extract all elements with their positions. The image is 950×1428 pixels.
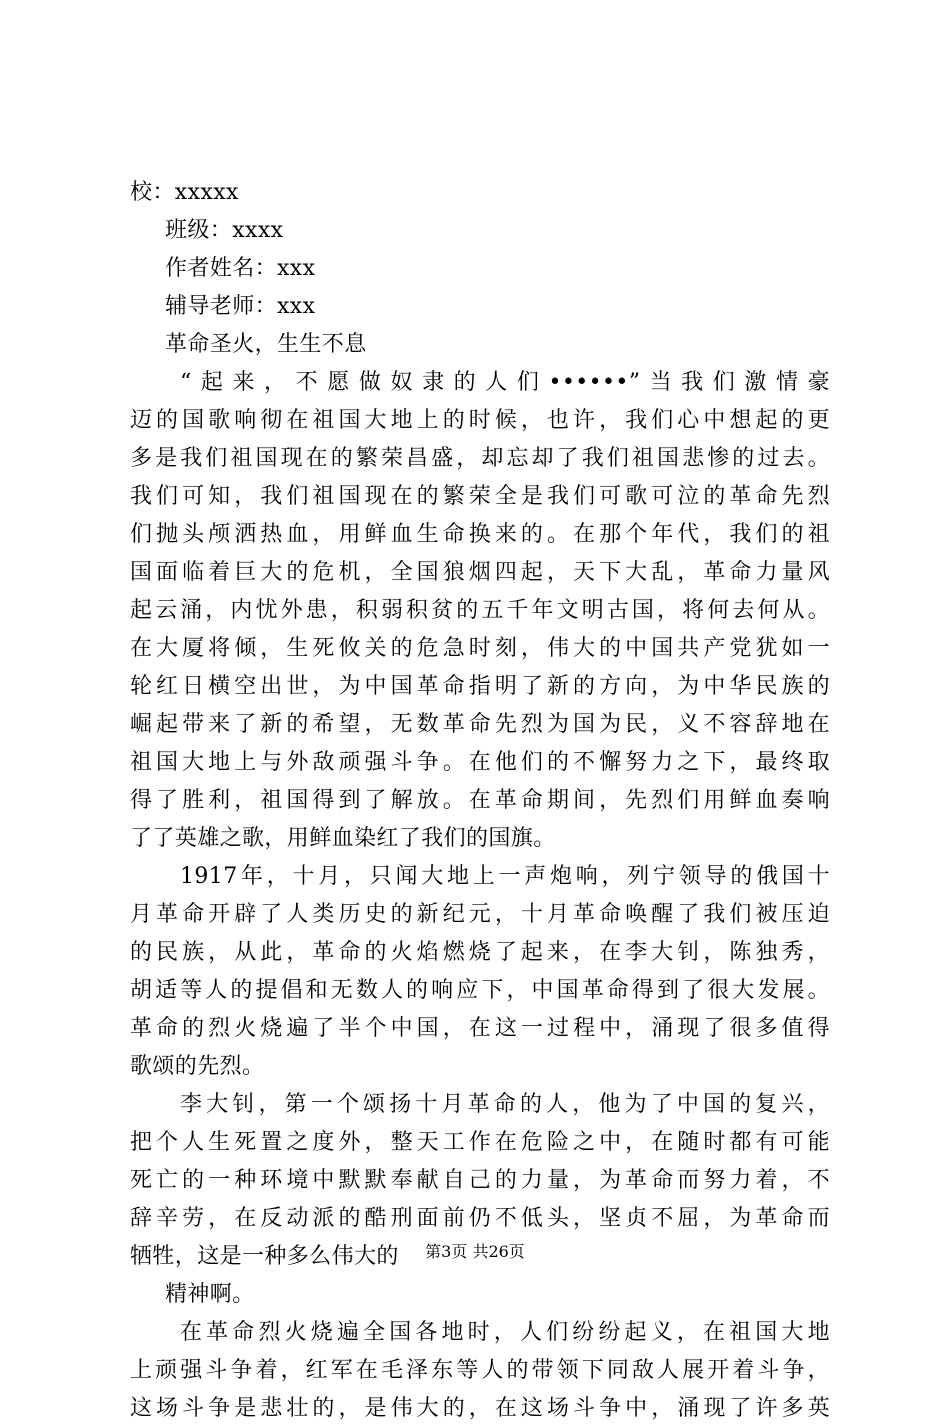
paragraph-line: 歌颂的先烈。: [130, 1054, 265, 1079]
essay-title: 革命圣火，生生不息: [165, 332, 367, 357]
paragraph-line: 死亡的一种环境中默默奉献自己的力量，为革命而努力着，不: [130, 1168, 830, 1193]
paragraph-line: 了了英雄之歌，用鲜血染红了我们的国旗。: [130, 826, 556, 851]
paragraph-line: 把个人生死置之度外，整天工作在危险之中，在随时都有可能: [130, 1130, 830, 1155]
paragraph-line: 我们可知，我们祖国现在的繁荣全是我们可歌可泣的革命先烈: [130, 484, 830, 509]
paragraph-line: 的民族，从此，革命的火焰燃烧了起来，在李大钊，陈独秀，: [130, 940, 830, 965]
author-line: 作者姓名：xxx: [165, 256, 316, 281]
teacher-line: 辅导老师：xxx: [165, 294, 316, 319]
paragraph-line: 崛起带来了新的希望，无数革命先烈为国为民，义不容辞地在: [130, 712, 830, 737]
paragraph-line: 牺牲，这是一种多么伟大的: [130, 1244, 399, 1269]
school-line: 校：xxxxx: [130, 180, 239, 205]
paragraph-line: “起来，不愿做奴隶的人们••••••”当我们激情豪: [180, 370, 830, 395]
paragraph-line: 上顽强斗争着，红军在毛泽东等人的带领下同敌人展开着斗争，: [130, 1358, 830, 1383]
paragraph-line: 起云涌，内忧外患，积弱积贫的五千年文明古国，将何去何从。: [130, 598, 830, 623]
paragraph-line: 在革命烈火烧遍全国各地时，人们纷纷起义，在祖国大地: [180, 1320, 830, 1345]
paragraph-line: 祖国大地上与外敌顽强斗争。在他们的不懈努力之下，最终取: [130, 750, 830, 775]
paragraph-line: 精神啊。: [165, 1282, 255, 1307]
class-line: 班级：xxxx: [165, 218, 284, 243]
paragraph-line: 这场斗争是悲壮的，是伟大的，在这场斗争中，涌现了许多英: [130, 1396, 830, 1421]
paragraph-line: 多是我们祖国现在的繁荣昌盛，却忘却了我们祖国悲惨的过去。: [130, 446, 830, 471]
paragraph-line: 李大钊，第一个颂扬十月革命的人，他为了中国的复兴，: [180, 1092, 830, 1117]
paragraph-line: 在大厦将倾，生死攸关的危急时刻，伟大的中国共产党犹如一: [130, 636, 830, 661]
paragraph-line: 得了胜利，祖国得到了解放。在革命期间，先烈们用鲜血奏响: [130, 788, 830, 813]
paragraph-line: 革命的烈火烧遍了半个中国，在这一过程中，涌现了很多值得: [130, 1016, 830, 1041]
paragraph-line: 1917年，十月，只闻大地上一声炮响，列宁领导的俄国十: [180, 864, 830, 889]
paragraph-line: 们抛头颅洒热血，用鲜血生命换来的。在那个年代，我们的祖: [130, 522, 830, 547]
page-number: 第3页 共26页: [425, 1242, 525, 1261]
paragraph-line: 辞辛劳，在反动派的酷刑面前仍不低头，坚贞不屈，为革命而: [130, 1206, 830, 1231]
paragraph-line: 轮红日横空出世，为中国革命指明了新的方向，为中华民族的: [130, 674, 830, 699]
paragraph-line: 国面临着巨大的危机，全国狼烟四起，天下大乱，革命力量风: [130, 560, 830, 585]
paragraph-line: 胡适等人的提倡和无数人的响应下，中国革命得到了很大发展。: [130, 978, 830, 1003]
paragraph-line: 月革命开辟了人类历史的新纪元，十月革命唤醒了我们被压迫: [130, 902, 830, 927]
paragraph-line: 迈的国歌响彻在祖国大地上的时候，也许，我们心中想起的更: [130, 408, 830, 433]
